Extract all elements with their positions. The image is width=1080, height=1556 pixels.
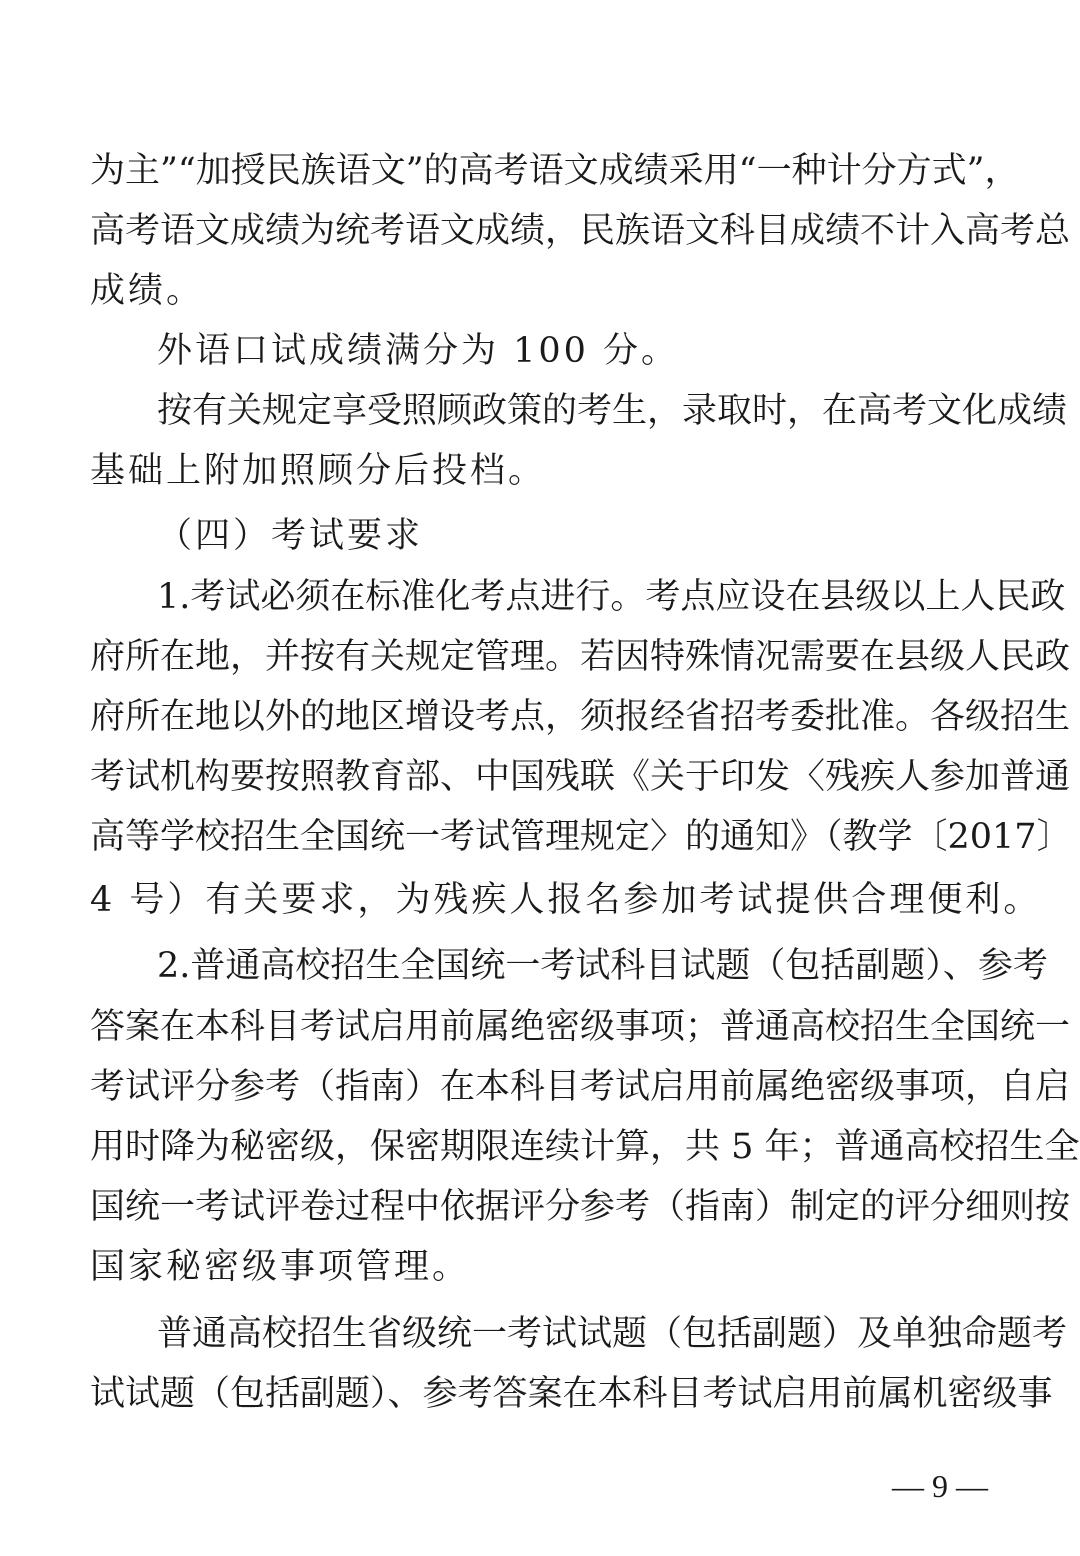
text-line: 成绩。 [90, 271, 205, 311]
text-line: 1.考试必须在标准化考点进行。考点应设在县级以上人民政 [157, 577, 1066, 617]
text-line: 国统一考试评卷过程中依据评分参考（指南）制定的评分细则按 [90, 1187, 1071, 1227]
text-line: 高考语文成绩为统考语文成绩，民族语文科目成绩不计入高考总 [90, 211, 1071, 251]
text-line: 基础上附加照顾分后投档。 [90, 451, 547, 491]
text-line: 为主”“加授民族语文”的高考语文成绩采用“一种计分方式”， [90, 151, 1020, 191]
text-line: 4 号）有关要求，为残疾人报名参加考试提供合理便利。 [90, 880, 1042, 920]
text-line: 外语口试成绩满分为 100 分。 [157, 331, 680, 371]
text-line: 用时降为秘密级，保密期限连续计算，共 5 年；普通高校招生全 [90, 1127, 1080, 1167]
text-line: 答案在本科目考试启用前属绝密级事项；普通高校招生全国统一 [90, 1007, 1071, 1047]
text-line: 高等学校招生全国统一考试管理规定〉的通知》（教学〔2017〕 [90, 817, 1072, 857]
text-line: 考试机构要按照教育部、中国残联《关于印发〈残疾人参加普通 [90, 757, 1071, 797]
text-line: 府所在地，并按有关规定管理。若因特殊情况需要在县级人民政 [90, 637, 1071, 677]
text-line: 试试题（包括副题）、参考答案在本科目考试启用前属机密级事 [90, 1374, 1053, 1414]
text-line: 考试评分参考（指南）在本科目考试启用前属绝密级事项，自启 [90, 1067, 1071, 1107]
text-line: 按有关规定享受照顾政策的考生，录取时，在高考文化成绩 [157, 391, 1068, 431]
section-heading: （四）考试要求 [157, 516, 424, 556]
text-line: 府所在地以外的地区增设考点，须报经省招考委批准。各级招生 [90, 697, 1071, 737]
page-number: — 9 — [892, 1468, 988, 1504]
text-line: 普通高校招生省级统一考试试题（包括副题）及单独命题考 [157, 1314, 1068, 1354]
text-line: 2.普通高校招生全国统一考试科目试题（包括副题）、参考 [157, 946, 1048, 986]
text-line: 国家秘密级事项管理。 [90, 1247, 471, 1287]
